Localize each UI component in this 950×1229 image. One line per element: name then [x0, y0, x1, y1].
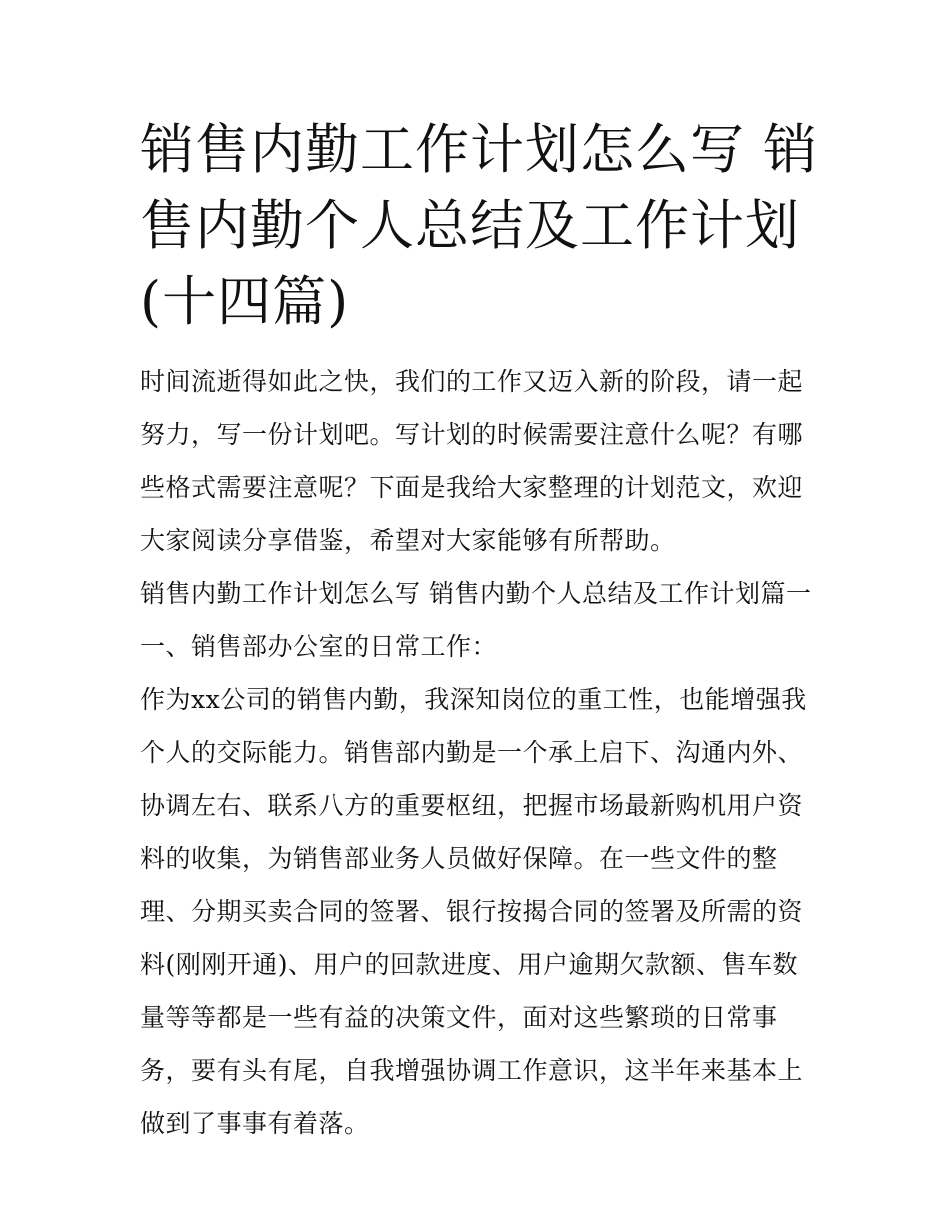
body-paragraph: 作为xx公司的销售内勤，我深知岗位的重工性，也能增强我个人的交际能力。销售部内勤是一个承上启下、沟通内外、协调左右、联系八方的重要枢纽，把握市场最新购机用户资料的收集，为销售部业务人员做好保障。在一些文件的整理、分期买卖合同的签署、银行按揭合同的签署及所需的资料(刚刚开通)、用户的回款进度、用户逾期欠款额、售车数量等等都是一些有益的决策文件，面对这些繁琐的日常事务，要有头有尾，自我增强协调工作意识，这半年来基本上做到了事事有着落。	[140, 685, 807, 1138]
section-heading: 销售内勤工作计划怎么写 销售内勤个人总结及工作计划篇一	[140, 579, 812, 608]
document-body	[140, 355, 820, 1150]
subsection-heading: 一、销售部办公室的日常工作：	[140, 632, 498, 661]
document-title: 销售内勤工作计划怎么写 销售内勤个人总结及工作计划(十四篇)	[140, 118, 819, 333]
intro-paragraph: 时间流逝得如此之快，我们的工作又迈入新的阶段，请一起努力，写一份计划吧。写计划的时候需要注意什么呢？有哪些格式需要注意呢？下面是我给大家整理的计划范文，欢迎大家阅读分享借鉴，希望对大家能够有所帮助。	[140, 367, 804, 555]
